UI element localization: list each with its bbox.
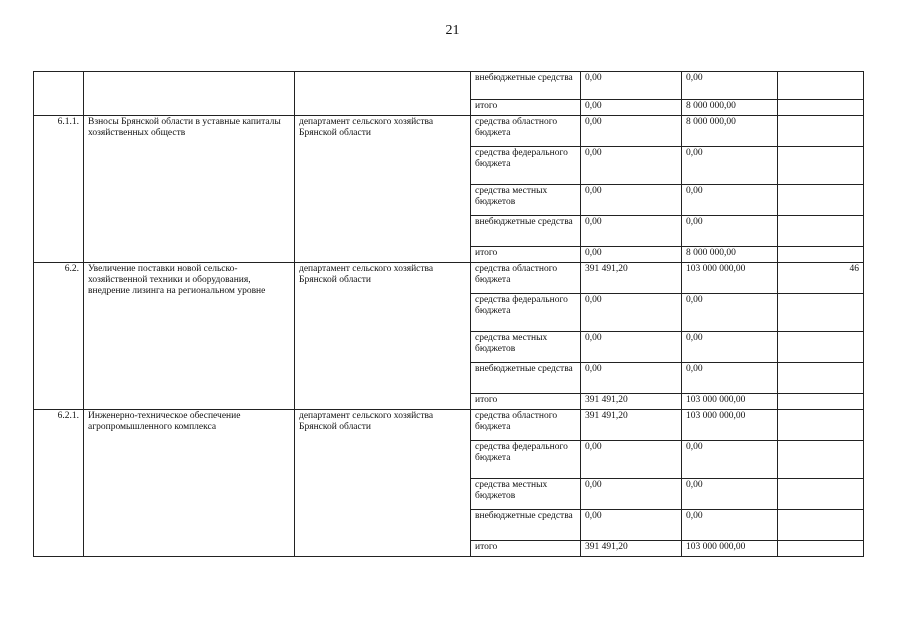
indicator-value: 46 [778, 263, 864, 294]
indicator-value [778, 72, 864, 100]
funding-value-2: 8 000 000,00 [682, 116, 778, 147]
indicator-value [778, 394, 864, 410]
table-row [34, 410, 864, 441]
table-row [34, 263, 864, 294]
indicator-value [778, 116, 864, 147]
page-number: 21 [445, 23, 460, 38]
item-executor [295, 72, 471, 116]
funding-source: внебюджетные средства [471, 510, 581, 541]
indicator-value [778, 363, 864, 394]
funding-value-1: 0,00 [581, 247, 682, 263]
funding-value-1: 0,00 [581, 116, 682, 147]
funding-value-2: 0,00 [682, 479, 778, 510]
funding-source: средства федерального бюджета [471, 441, 581, 479]
indicator-value [778, 216, 864, 247]
funding-value-2: 103 000 000,00 [682, 541, 778, 557]
funding-source: средства местных бюджетов [471, 479, 581, 510]
funding-value-2: 0,00 [682, 441, 778, 479]
funding-value-1: 0,00 [581, 294, 682, 332]
indicator-value [778, 185, 864, 216]
funding-source: средства местных бюджетов [471, 332, 581, 363]
funding-value-2: 0,00 [682, 510, 778, 541]
item-name [84, 72, 295, 116]
indicator-value [778, 247, 864, 263]
funding-value-1: 391 491,20 [581, 410, 682, 441]
funding-source: внебюджетные средства [471, 72, 581, 100]
funding-value-2: 0,00 [682, 147, 778, 185]
funding-value-2: 103 000 000,00 [682, 394, 778, 410]
funding-value-2: 0,00 [682, 294, 778, 332]
funding-source: внебюджетные средства [471, 363, 581, 394]
funding-source: средства областного бюджета [471, 116, 581, 147]
funding-value-1: 391 491,20 [581, 263, 682, 294]
item-name: Увеличение поставки новой сельско-хозяйственной техники и оборудования, внедрение лизинга на региональном уровне [84, 263, 295, 410]
funding-source: средства областного бюджета [471, 263, 581, 294]
indicator-value [778, 441, 864, 479]
funding-source: средства федерального бюджета [471, 147, 581, 185]
funding-value-1: 0,00 [581, 441, 682, 479]
funding-source: средства местных бюджетов [471, 185, 581, 216]
funding-value-1: 0,00 [581, 363, 682, 394]
table-row [34, 116, 864, 147]
funding-value-1: 0,00 [581, 100, 682, 116]
budget-table [33, 71, 864, 557]
item-name: Инженерно-техническое обеспечение агропромышленного комплекса [84, 410, 295, 557]
funding-source: итого [471, 100, 581, 116]
funding-source: итого [471, 247, 581, 263]
item-executor: департамент сельского хозяйства Брянской области [295, 263, 471, 410]
indicator-value [778, 541, 864, 557]
funding-value-2: 8 000 000,00 [682, 247, 778, 263]
funding-source: средства федерального бюджета [471, 294, 581, 332]
item-name: Взносы Брянской области в уставные капиталы хозяйственных обществ [84, 116, 295, 263]
item-number [34, 72, 84, 116]
indicator-value [778, 479, 864, 510]
funding-value-1: 0,00 [581, 332, 682, 363]
indicator-value [778, 510, 864, 541]
funding-value-1: 0,00 [581, 510, 682, 541]
indicator-value [778, 410, 864, 441]
funding-source: внебюджетные средства [471, 216, 581, 247]
item-number: 6.2. [34, 263, 84, 410]
funding-value-1: 391 491,20 [581, 394, 682, 410]
funding-value-2: 0,00 [682, 332, 778, 363]
table-row [34, 72, 864, 100]
funding-value-2: 103 000 000,00 [682, 263, 778, 294]
funding-source: средства областного бюджета [471, 410, 581, 441]
funding-value-2: 0,00 [682, 216, 778, 247]
funding-value-1: 0,00 [581, 216, 682, 247]
funding-value-2: 0,00 [682, 72, 778, 100]
indicator-value [778, 332, 864, 363]
funding-value-1: 391 491,20 [581, 541, 682, 557]
item-number: 6.1.1. [34, 116, 84, 263]
funding-value-1: 0,00 [581, 479, 682, 510]
indicator-value [778, 100, 864, 116]
item-number: 6.2.1. [34, 410, 84, 557]
funding-value-1: 0,00 [581, 72, 682, 100]
funding-source: итого [471, 541, 581, 557]
funding-value-2: 0,00 [682, 185, 778, 216]
funding-value-2: 0,00 [682, 363, 778, 394]
funding-value-2: 8 000 000,00 [682, 100, 778, 116]
funding-source: итого [471, 394, 581, 410]
indicator-value [778, 147, 864, 185]
funding-value-2: 103 000 000,00 [682, 410, 778, 441]
budget-table-body [34, 72, 864, 557]
item-executor: департамент сельского хозяйства Брянской области [295, 410, 471, 557]
funding-value-1: 0,00 [581, 147, 682, 185]
funding-value-1: 0,00 [581, 185, 682, 216]
indicator-value [778, 294, 864, 332]
item-executor: департамент сельского хозяйства Брянской области [295, 116, 471, 263]
